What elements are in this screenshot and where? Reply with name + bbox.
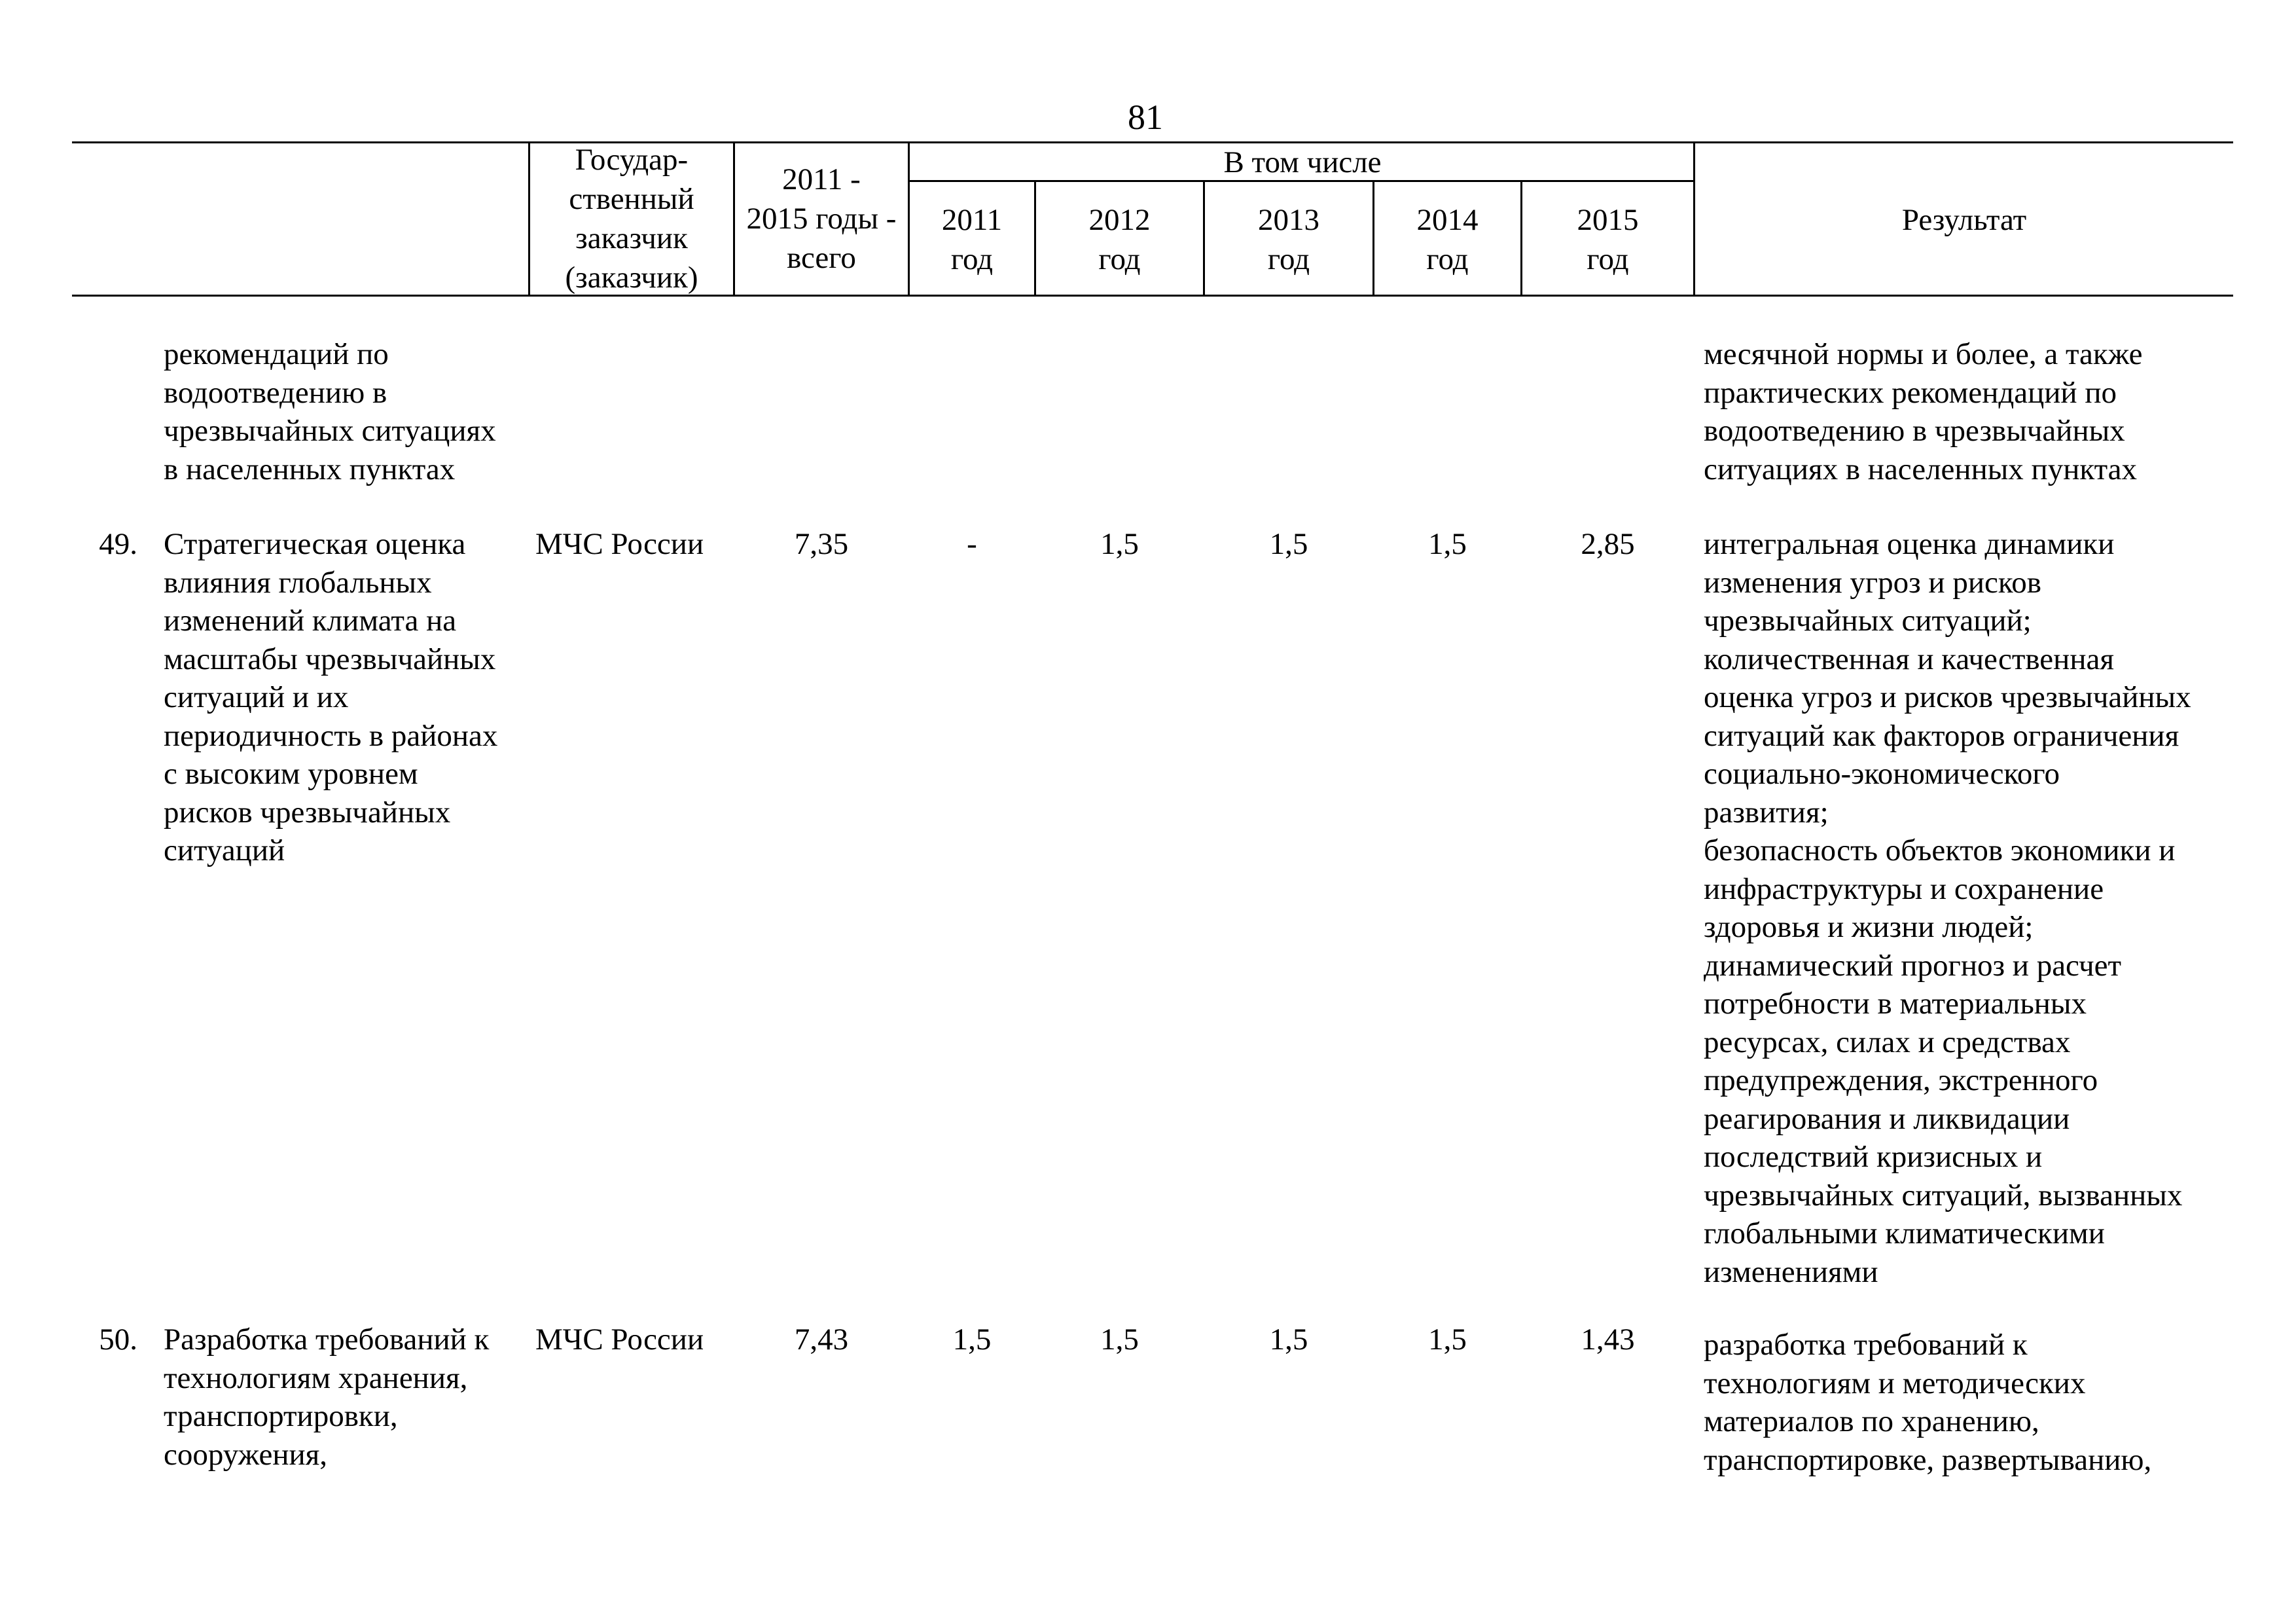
row-49-2013: 1,5 [1269, 527, 1308, 561]
row-50-customer: МЧС России [535, 1322, 704, 1357]
row-50-2014: 1,5 [1428, 1322, 1467, 1357]
row-50-2012: 1,5 [1100, 1322, 1139, 1357]
header-year-2014: 2014 год [1416, 203, 1479, 276]
row-49-2014: 1,5 [1428, 527, 1467, 561]
header-year-2015: 2015 год [1577, 203, 1639, 276]
row-50-total: 7,43 [794, 1322, 849, 1357]
header-year-2013: 2013 год [1258, 203, 1319, 276]
row-49-2012: 1,5 [1100, 527, 1139, 561]
continuation-result: месячной нормы и более, а также практических рекомендаций по водоотведению в чрезвычайных ситуациях в населенных пунктах [1704, 337, 2143, 486]
header-bottom-rule [72, 295, 2233, 297]
row-49-2015: 2,85 [1581, 527, 1635, 561]
row-49-number: 49. [99, 527, 137, 561]
row-49-2011: - [967, 527, 977, 561]
header-total: 2011 - 2015 годы - всего [746, 162, 897, 275]
header-customer: Государ- ственный заказчик (заказчик) [565, 143, 698, 295]
header-year-2012: 2012 год [1088, 203, 1151, 276]
row-50-number: 50. [99, 1322, 137, 1357]
continuation-name: рекомендаций по водоотведению в чрезвычайных ситуациях в населенных пунктах [164, 337, 496, 486]
row-49-name: Стратегическая оценка влияния глобальных изменений климата на масштабы чрезвычайных ситуаций и их периодичность в районах с высоким уровнем рисков чрезвычайных ситуаций [164, 527, 498, 867]
header-year-2011: 2011 год [941, 203, 1003, 276]
row-50-2015: 1,43 [1581, 1322, 1635, 1357]
row-49-total: 7,35 [794, 527, 849, 561]
header-result: Результат [1901, 203, 2027, 237]
page-number: 81 [1128, 98, 1163, 137]
row-50-result: разработка требований к технологиям и методических материалов по хранению, транспортировке, развертыванию, [1704, 1328, 2152, 1477]
header-including: В том числе [1223, 145, 1382, 179]
row-50-2013: 1,5 [1269, 1322, 1308, 1357]
row-49-customer: МЧС России [535, 527, 704, 561]
row-50-name: Разработка требований к технологиям хранения, транспортировки, сооружения, [164, 1322, 490, 1472]
row-50-2011: 1,5 [952, 1322, 992, 1357]
row-49-result: интегральная оценка динамики изменения угроз и рисков чрезвычайных ситуаций; количественная и качественная оценка угроз и рисков чрезвычайных ситуаций как факторов ограничения социально-экономического развития; безопасность объектов экономики и инфраструктуры и сохранение здоровья и жизни людей; динамический прогноз и расчет потребности в материальных ресурсах, силах и средствах предупреждения, экстренного реагирования и ликвидации последствий кризисных и чрезвычайных ситуаций, вызванных глобальными климатическими изменениями [1704, 527, 2191, 1289]
